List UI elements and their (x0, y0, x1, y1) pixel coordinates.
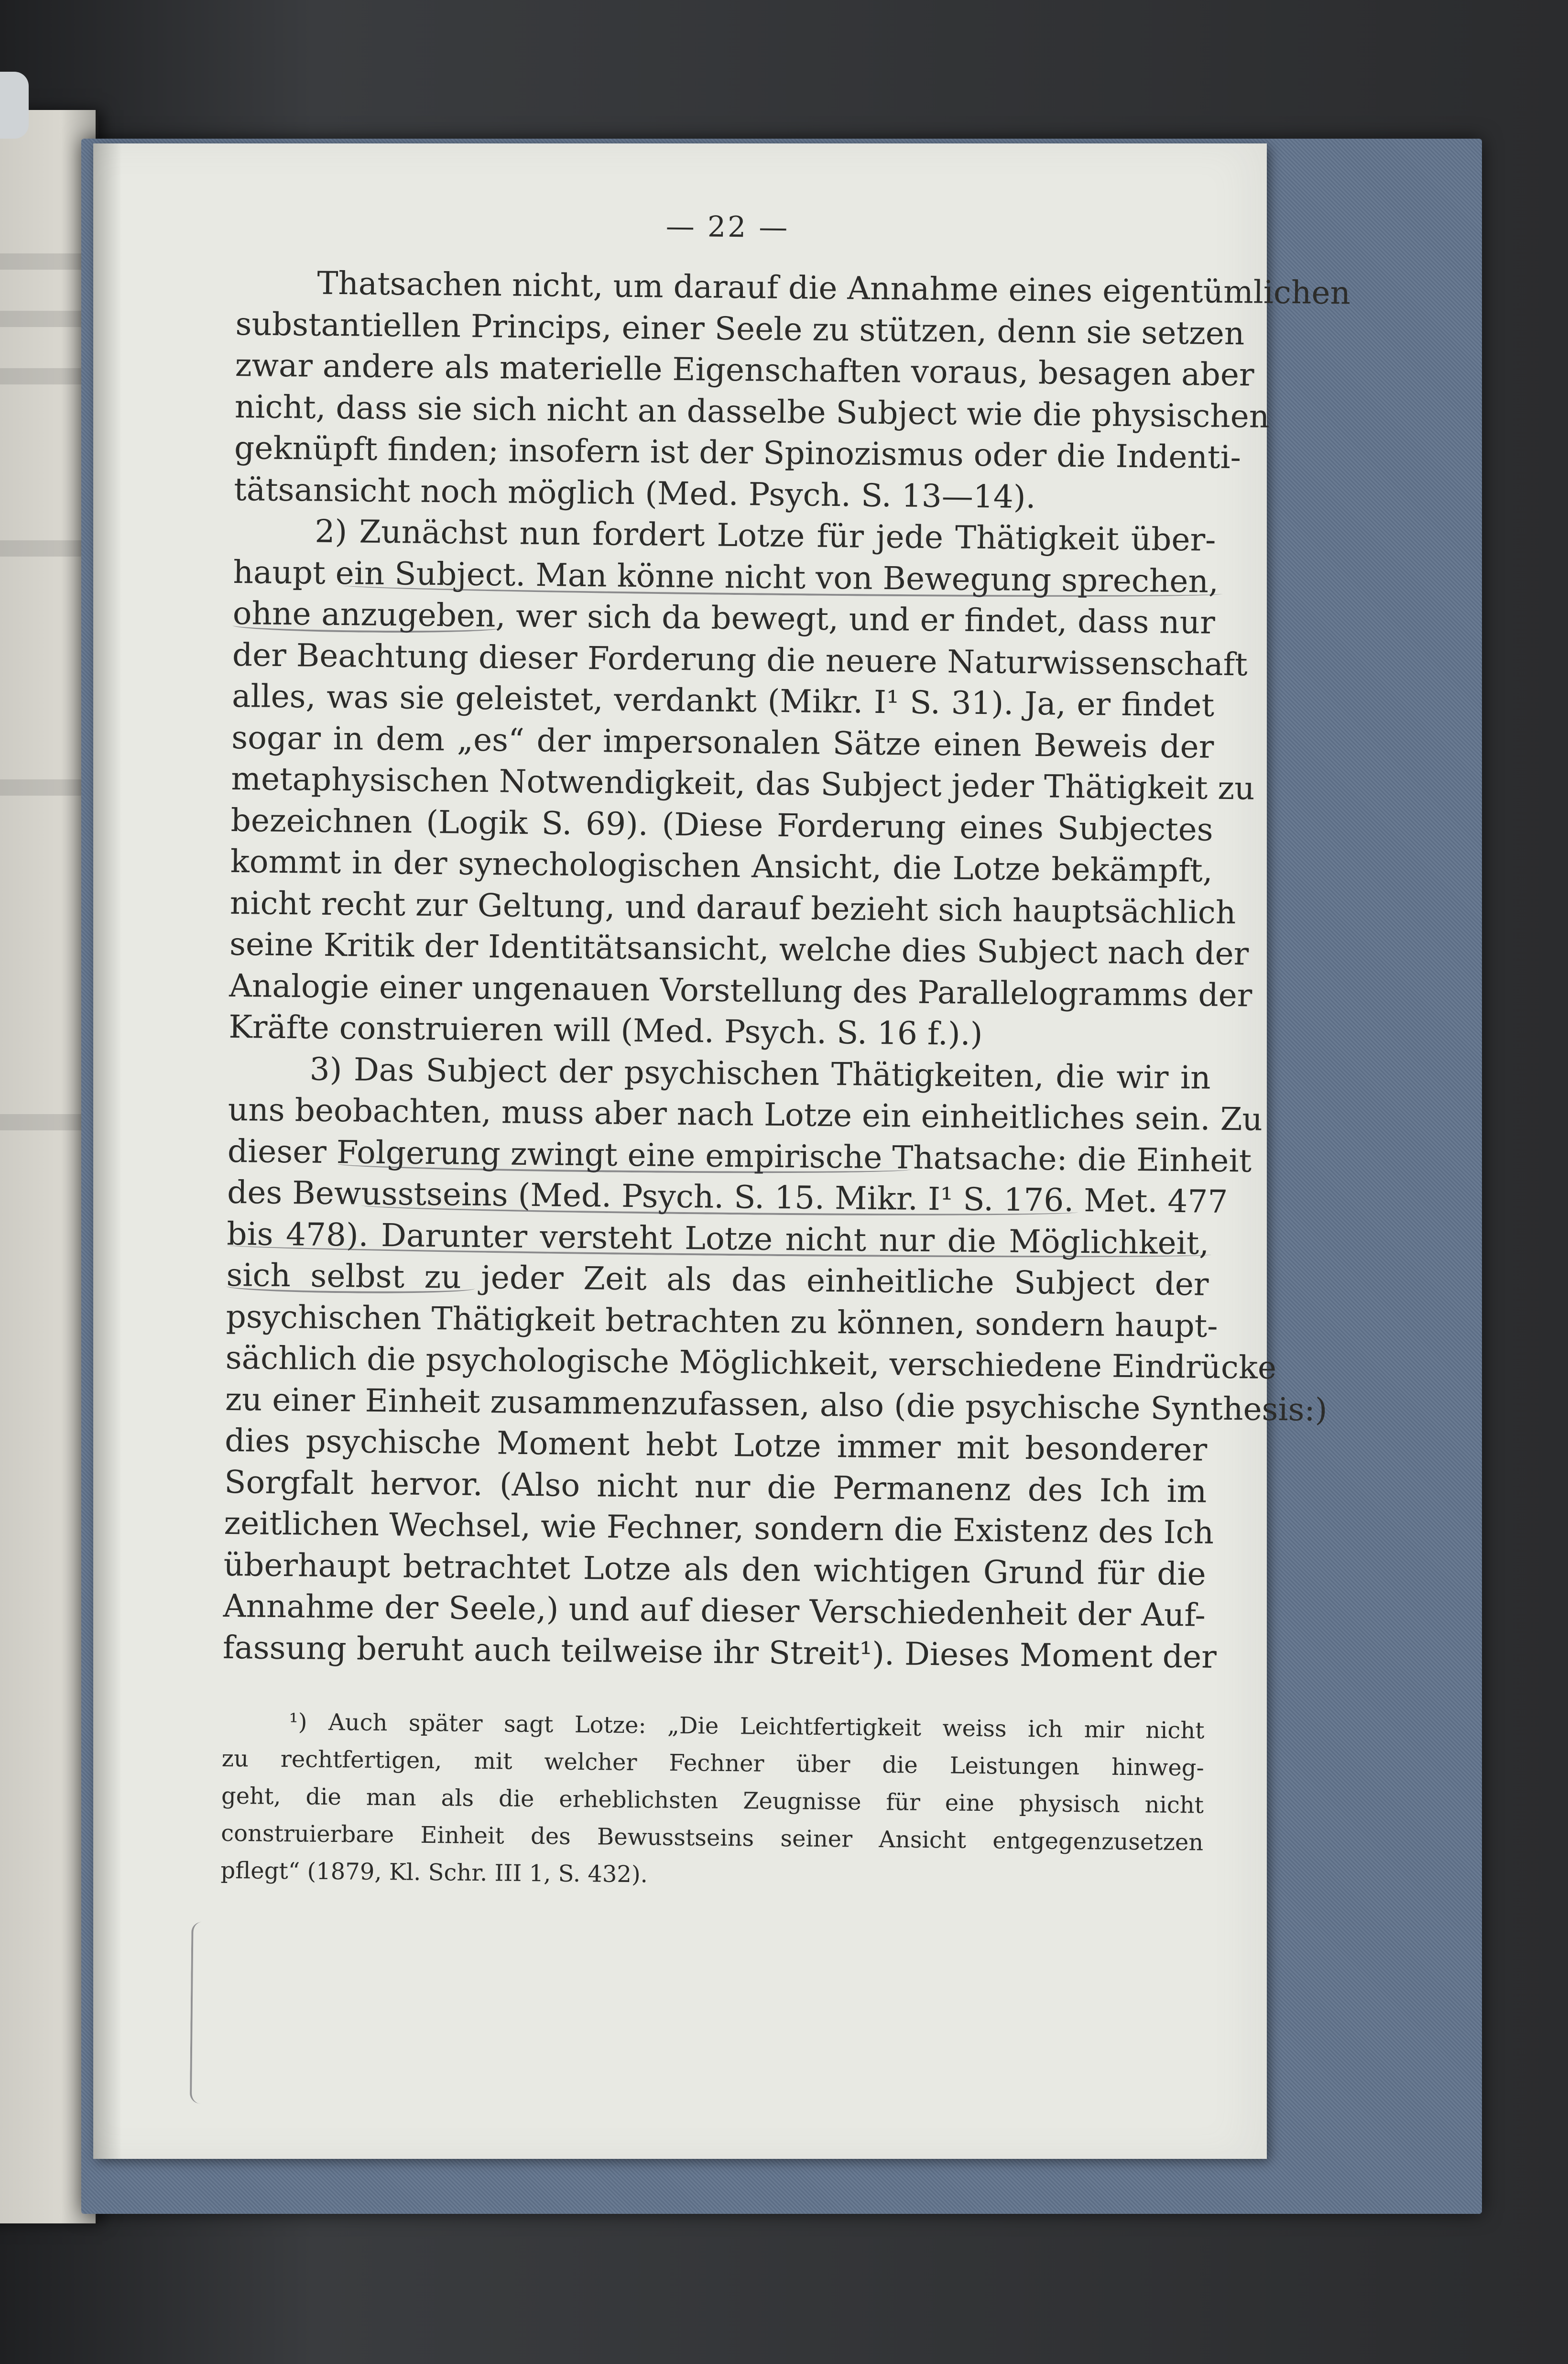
page-clip (0, 72, 29, 139)
text-line: der Beachtung dieser Forderung die neuere Naturwissenschaft (232, 636, 1248, 683)
text-line: geknüpft finden; insofern ist der Spinozismus oder die Indenti- (234, 429, 1241, 476)
text-line: überhaupt betrachtet Lotze als den wichtigen Grund für die (223, 1546, 1206, 1593)
text-line: Analogie einer ungenauen Vorstellung des Parallelogramms der (229, 967, 1252, 1014)
text-line: 3) Das Subject der psychischen Thätigkeiten, die wir in (309, 1051, 1211, 1096)
text-line: dieser Folgerung zwingt eine empirische Thatsache: die Einheit (227, 1132, 1252, 1179)
text-line: Thatsachen nicht, um darauf die Annahme eines eigentümlichen (317, 264, 1351, 312)
text-line: kommt in der synechologischen Ansicht, die Lotze bekämpft, (230, 843, 1213, 889)
text-line: zwar andere als materielle Eigenschaften voraus, besagen aber (235, 346, 1254, 394)
text-line: sogar in dem „es“ der impersonalen Sätze einen Beweis der (231, 719, 1214, 766)
book-page (93, 143, 1351, 2159)
bleed-through-text (0, 253, 91, 270)
page-number: — 22 — (665, 209, 790, 245)
bleed-through-text (0, 540, 91, 557)
text-line: dies psychische Moment hebt Lotze immer mit besonderer (224, 1422, 1208, 1468)
footnote-line: pflegt“ (1879, Kl. Schr. III 1, S. 432). (220, 1857, 648, 1888)
text-line: Sorgfalt hervor. (Also nicht nur die Permanenz des Ich im (224, 1463, 1207, 1510)
text-line: fassung beruht auch teilweise ihr Streit¹). Dieses Moment der (222, 1629, 1217, 1675)
text-line: ohne anzugeben, wer sich da bewegt, und er findet, dass nur (232, 594, 1216, 641)
text-line: nicht recht zur Geltung, und darauf bezieht sich hauptsächlich (229, 884, 1236, 931)
text-line: sich selbst zu jeder Zeit als das einheitliche Subject der (226, 1256, 1209, 1303)
footnote-line: ¹) Auch später sagt Lotze: „Die Leichtfertigkeit weiss ich mir nicht (289, 1708, 1205, 1744)
text-line: zeitlichen Wechsel, wie Fechner, sondern die Existenz des Ich (224, 1504, 1214, 1551)
footnote-line: construierbare Einheit des Bewusstseins seiner Ansicht entgegenzusetzen (221, 1819, 1204, 1856)
text-line: 2) Zunächst nun fordert Lotze für jede Thätigkeit über- (315, 513, 1216, 558)
text-line: des Bewusstseins (Med. Psych. S. 15. Mikr. I¹ S. 176. Met. 477 (227, 1173, 1228, 1220)
text-line: tätsansicht noch möglich (Med. Psych. S. 13—14). (233, 471, 1036, 515)
text-line: substantiellen Princips, einer Seele zu stützen, denn sie setzen (235, 305, 1245, 352)
page-text (220, 206, 1351, 1899)
text-line: bezeichnen (Logik S. 69). (Diese Forderung eines Subjectes (230, 801, 1213, 848)
text-line: seine Kritik der Identitätsansicht, welche dies Subject nach der (229, 925, 1249, 973)
text-line: zu einer Einheit zusammenzufassen, also (die psychische Synthesis:) (225, 1380, 1328, 1428)
text-line: Kräfte construieren will (Med. Psych. S. 16 f.).) (229, 1008, 983, 1053)
footnotes (220, 1703, 1205, 1899)
text-line: haupt ein Subject. Man könne nicht von Bewegung sprechen, (233, 553, 1219, 600)
text-line: psychischen Thätigkeit betrachten zu können, sondern haupt- (226, 1298, 1218, 1345)
text-line: nicht, dass sie sich nicht an dasselbe Subject wie die physischen (234, 388, 1270, 435)
bleed-through-text (0, 779, 91, 796)
pencil-bracket (190, 1922, 213, 2103)
bleed-through-text (0, 311, 91, 327)
bleed-through-text (0, 1114, 91, 1130)
text-line: metaphysischen Notwendigkeit, das Subject jeder Thätigkeit zu (231, 760, 1255, 807)
text-line: alles, was sie geleistet, verdankt (Mikr. I¹ S. 31). Ja, er findet (231, 677, 1215, 724)
body-text (222, 262, 1351, 1678)
footnote-line: geht, die man als die erheblichsten Zeugnisse für eine physisch nicht (221, 1782, 1204, 1819)
text-line: uns beobachten, muss aber nach Lotze ein einheitliches sein. Zu (228, 1091, 1263, 1138)
bleed-through-text (0, 368, 91, 384)
footnote-line: zu rechtfertigen, mit welcher Fechner über die Leistungen hinweg- (221, 1745, 1204, 1782)
text-line: Annahme der Seele,) und auf dieser Verschiedenheit der Auf- (223, 1587, 1206, 1634)
text-line: sächlich die psychologische Möglichkeit, verschiedene Eindrücke (225, 1339, 1277, 1386)
text-line: bis 478). Darunter versteht Lotze nicht nur die Möglichkeit, (226, 1215, 1209, 1262)
page-gutter-shadow (93, 143, 122, 2159)
